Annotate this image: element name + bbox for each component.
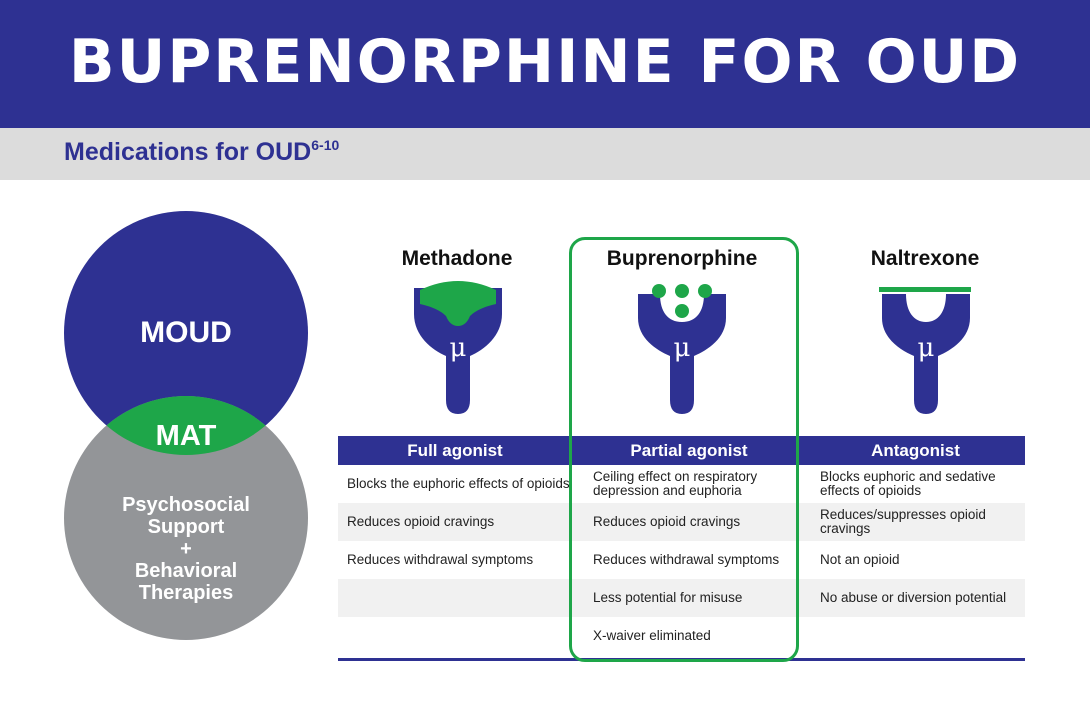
- partial-dot: [675, 284, 689, 298]
- table-row: [338, 579, 1025, 617]
- buprenorphine-title: Buprenorphine: [606, 247, 758, 270]
- table-cell: Reduces opioid cravings: [593, 514, 741, 529]
- venn-graphic: [0, 0, 340, 723]
- table-cell: Reduces opioid cravings: [347, 514, 495, 529]
- mu-symbol: μ: [449, 333, 467, 363]
- header-full-agonist: Full agonist: [407, 440, 503, 460]
- partial-dot: [698, 284, 712, 298]
- methadone-receptor-icon: [398, 276, 518, 416]
- comparison-table: [338, 436, 1025, 655]
- table-cell: [806, 617, 1025, 655]
- table-cell: Less potential for misuse: [593, 590, 743, 605]
- table-cell: Reduces/suppresses opioid cravings: [820, 507, 986, 536]
- psychosocial-line: +: [180, 538, 192, 560]
- page-title: BUPRENORPHINE FOR OUD: [68, 27, 1022, 97]
- buprenorphine-receptor-icon: [622, 276, 742, 416]
- table-bottom-rule: [338, 658, 1025, 661]
- psychosocial-label: [96, 494, 276, 604]
- table-cell: Not an opioid: [820, 552, 900, 567]
- table-cell: No abuse or diversion potential: [820, 590, 1007, 605]
- naltrexone-receptor-icon: [866, 276, 986, 416]
- header-antagonist: Antagonist: [871, 440, 960, 460]
- table-cell: Blocks euphoric and sedative effects of opioids: [820, 469, 996, 498]
- naltrexone-title: Naltrexone: [870, 247, 980, 270]
- moud-label: MOUD: [140, 316, 232, 349]
- table-row: [338, 503, 1025, 541]
- section-title-text: Medications for OUD: [64, 138, 312, 166]
- table-row: [338, 465, 1025, 503]
- psychosocial-line: Therapies: [138, 582, 234, 604]
- header-partial-agonist: Partial agonist: [630, 440, 748, 460]
- psychosocial-line: Psychosocial: [122, 494, 250, 516]
- venn-diagram: [0, 0, 340, 723]
- table-row: [338, 617, 1025, 655]
- table-cell: Reduces withdrawal symptoms: [347, 552, 534, 567]
- table-cell: Reduces withdrawal symptoms: [593, 552, 780, 567]
- mu-symbol: μ: [917, 333, 935, 363]
- psychosocial-line: Support: [147, 516, 225, 538]
- mat-label: MAT: [155, 420, 217, 452]
- table-cell: Ceiling effect on respiratory depression and euphoria: [593, 469, 758, 498]
- table-cell: [338, 617, 572, 655]
- table-cell: [338, 579, 572, 617]
- antagonist-block: [879, 287, 971, 292]
- table-header: [338, 436, 1025, 465]
- mu-symbol: μ: [673, 333, 691, 363]
- section-title-citation: 6-10: [311, 137, 340, 153]
- partial-dot: [652, 284, 666, 298]
- methadone-title: Methadone: [401, 247, 513, 270]
- partial-dot: [675, 304, 689, 318]
- table-cell: Blocks the euphoric effects of opioids: [347, 476, 570, 491]
- psychosocial-line: Behavioral: [134, 560, 238, 582]
- table-row: [338, 541, 1025, 579]
- table-cell: X-waiver eliminated: [593, 628, 711, 643]
